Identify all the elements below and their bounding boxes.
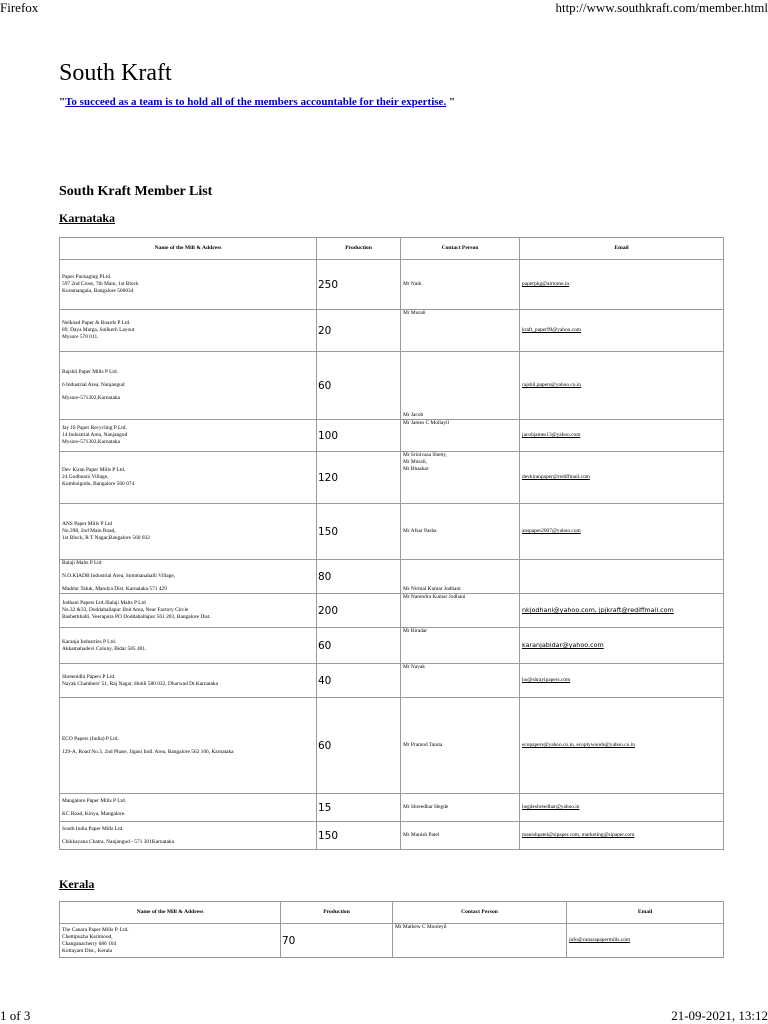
address-line: 6 Industrial Area, Nanjangud: [62, 382, 125, 388]
contact-line: Mr Mathew C Mooleyil: [395, 924, 447, 930]
member-email: [520, 664, 724, 698]
contact-line: Mr Afsar Pasha: [403, 528, 437, 534]
karnataka-member-table: [59, 237, 724, 850]
contact-line: Mr Pramod Tanita: [403, 742, 443, 748]
production-value: 60: [317, 698, 401, 794]
contact-person: [401, 628, 520, 664]
column-header-mill: Name of the Mill & Address: [60, 902, 281, 924]
contact-line: Mr James C Mollayil: [403, 420, 449, 426]
quote-open-mark: ": [59, 96, 66, 108]
mill-name-address: [60, 560, 317, 594]
contact-person: [401, 504, 520, 560]
column-header-contact: Contact Person: [393, 902, 567, 924]
address-line: 129-A, Road No.3, 2nd Phase, Jigani Indl. Area, Bangalore 562 106, Karnataka: [62, 748, 234, 755]
site-title: South Kraft: [59, 60, 172, 86]
contact-line: Mr Biradar: [403, 628, 428, 634]
column-header-mill: Name of the Mill & Address: [60, 238, 317, 260]
address-line: 14 Industrial Area, Nanjangud: [62, 432, 128, 438]
contact-line: Mr Srinivasa Shetty,: [403, 452, 448, 458]
contact-line: Mr Murali,: [403, 459, 427, 465]
region-heading-kerala: Kerala: [59, 877, 95, 891]
column-header-production: Production: [281, 902, 393, 924]
email-link[interactable]: ho@shrayipapers.com: [522, 677, 571, 683]
email-link[interactable]: ecopapers@yahoo.co.in, ecoplywoods@yahoo.co.in: [522, 742, 635, 748]
address-line: Mysore-571302,Karnataka: [62, 395, 120, 401]
production-value: 150: [317, 822, 401, 850]
address-line: Mysore-571302,Karnataka: [62, 439, 120, 445]
contact-line: Mr Murali: [403, 310, 426, 316]
mill-name-address: [60, 260, 317, 310]
contact-person: [401, 594, 520, 628]
mill-name-address: [60, 664, 317, 698]
address-line: Karanja Industries P Ltd.: [62, 638, 116, 645]
contact-person: [401, 560, 520, 594]
contact-line: Mr Manish Patel: [403, 832, 440, 838]
address-line: ECO Papers (India) P Ltd.: [62, 735, 119, 742]
mill-name-address: [60, 628, 317, 664]
column-header-email: Email: [567, 902, 724, 924]
address-line: No.32 &33, Doddaballapur IInd Area, Near Factory Circle: [62, 607, 189, 613]
browser-app-name: Firefox: [0, 0, 39, 15]
contact-person: [401, 452, 520, 504]
address-line: South India Paper Mills Ltd.: [62, 825, 124, 832]
member-row: [60, 822, 724, 850]
contact-person: [401, 794, 520, 822]
contact-line: Mr Nirmal Kumar Jodhani: [403, 586, 461, 592]
contact-line: Mr Shreedhar Hegde: [403, 804, 449, 810]
production-value: 200: [317, 594, 401, 628]
member-email: [520, 352, 724, 420]
address-line: Mangalore Paper Mills P Ltd.: [62, 797, 127, 804]
mill-name-address: [60, 310, 317, 352]
member-row: [60, 628, 724, 664]
address-line: Balaji Malts P Ltd: [62, 560, 102, 566]
address-line: Shreenidhi Papers P Ltd.: [62, 673, 116, 680]
address-line: Chikkayana Chatra, Nanjangud - 571 301Karnataka: [62, 838, 174, 845]
contact-line: Mr Bhaskar: [403, 466, 429, 472]
email-link[interactable]: nkjodhani@yahoo.com, jpjkraft@rediffmail.com: [522, 606, 674, 614]
mill-name-address: [60, 352, 317, 420]
address-line: 89, Daya Marga, Sulikerh Layout: [62, 327, 135, 333]
production-value: 120: [317, 452, 401, 504]
email-link[interactable]: manishpatel@sipaper.com, marketing@sipaper.com: [522, 832, 635, 838]
address-line: Koramangala, Bangalore 560034: [62, 288, 134, 294]
production-value: 250: [317, 260, 401, 310]
mill-name-address: [60, 594, 317, 628]
production-value: 70: [281, 924, 393, 958]
production-value: 80: [317, 560, 401, 594]
member-row: [60, 664, 724, 698]
contact-person: [401, 822, 520, 850]
member-email: [520, 260, 724, 310]
member-row: [60, 560, 724, 594]
email-link[interactable]: hegdeshreedhar@yahoo.in: [522, 804, 580, 810]
address-line: Rajshil Paper Mills P Ltd.: [62, 369, 118, 375]
kerala-member-table: [59, 901, 724, 958]
member-email: [520, 452, 724, 504]
mill-name-address: [60, 420, 317, 452]
contact-person: [393, 924, 567, 958]
address-line: Kumbolgodu, Bangalore 560 074: [62, 481, 135, 487]
address-line: Jay JS Paper Recycling P Ltd.: [62, 425, 127, 431]
member-row: [60, 260, 724, 310]
address-line: 1st Block, R T Nagar,Bangalore 560 032: [62, 535, 150, 541]
production-value: 60: [317, 628, 401, 664]
column-header-email: Email: [520, 238, 724, 260]
email-link[interactable]: anspaper2007@yahoo.com: [522, 528, 581, 534]
address-line: 24 Godhnaro Village,: [62, 474, 109, 480]
member-email: [520, 794, 724, 822]
member-email: [520, 560, 724, 594]
email-link[interactable]: devkiranpaper@rediffmail.com: [522, 474, 590, 480]
contact-person: [401, 310, 520, 352]
member-email: [520, 504, 724, 560]
member-email: [520, 628, 724, 664]
contact-person: [401, 664, 520, 698]
production-value: 60: [317, 352, 401, 420]
email-link[interactable]: jacobjames13@yahoo.com: [522, 432, 581, 438]
member-row: [60, 698, 724, 794]
contact-line: Mr Naik: [403, 281, 422, 287]
mill-name-address: [60, 698, 317, 794]
address-line: Maddur Taluk, Mandya Dist. Karnataka 571 429: [62, 586, 167, 592]
region-heading-karnataka: Karnataka: [59, 211, 116, 225]
member-list-title: South Kraft Member List: [59, 184, 213, 199]
address-line: Nelkoad Paper & Boards P Ltd.: [62, 320, 131, 326]
production-value: 150: [317, 504, 401, 560]
production-value: 100: [317, 420, 401, 452]
mill-name-address: [60, 822, 317, 850]
address-line: Nayak Chambers' 51, Raj Nagar, Hubli 580 032, Dharwad Dt.Karnataka: [62, 680, 218, 687]
contact-line: Mr Narendra Kumar Jodhani: [403, 594, 466, 600]
address-line: N.O.KIADB Industrial Area, Sommanahalli Village,: [62, 573, 176, 579]
address-line: Paper Packaging PLtd.: [62, 274, 112, 280]
mill-name-address: [60, 452, 317, 504]
mill-name-address: [60, 924, 281, 958]
contact-person: [401, 698, 520, 794]
member-row: [60, 352, 724, 420]
page-url: http://www.southkraft.com/member.html: [555, 0, 768, 15]
member-email: [520, 698, 724, 794]
member-row: [60, 594, 724, 628]
contact-person: [401, 260, 520, 310]
member-row: [60, 310, 724, 352]
quote-close-mark: ": [446, 96, 456, 108]
contact-line: Mr Jacob: [403, 412, 424, 418]
address-line: Changanacherry 686 104: [62, 940, 117, 947]
member-email: [520, 420, 724, 452]
member-row: [60, 452, 724, 504]
contact-line: Mr Nayak: [403, 664, 426, 670]
email-link[interactable]: rajshil.papers@yahoo.co.in: [522, 382, 582, 388]
production-value: 40: [317, 664, 401, 698]
member-row: [60, 794, 724, 822]
address-line: ANS Paper Mills P Ltd: [62, 521, 113, 527]
contact-person: [401, 352, 520, 420]
contact-person: [401, 420, 520, 452]
member-email: [520, 310, 724, 352]
member-email: [520, 822, 724, 850]
email-link[interactable]: karanjabidar@yahoo.com: [522, 641, 604, 649]
member-email: [567, 924, 724, 958]
member-row: [60, 420, 724, 452]
address-line: Kottayam Dist., Kerala: [62, 947, 112, 954]
address-line: Mysore 570 011.: [62, 334, 99, 340]
address-line: No.398, 2nd Main Road,: [62, 528, 116, 534]
address-line: Dev Kiran Paper Mills P Ltd.: [62, 467, 126, 473]
email-link[interactable]: info@canarapapermills.com: [569, 937, 631, 943]
production-value: 15: [317, 794, 401, 822]
tagline: [59, 96, 455, 108]
tagline-link[interactable]: To succeed as a team is to hold all of the members accountable for their expertise.: [65, 96, 447, 108]
column-header-contact: Contact Person: [401, 238, 520, 260]
email-link[interactable]: kraft_paper99@yahoo.com: [522, 327, 581, 333]
address-line: The Canara Paper Mills P. Ltd.: [62, 926, 129, 933]
email-link[interactable]: paperpkg@airtome.in: [522, 281, 570, 287]
column-header-production: Production: [317, 238, 401, 260]
mill-name-address: [60, 794, 317, 822]
member-row: [60, 504, 724, 560]
address-line: Jodhani Papers Ltd./Balaji Malts P Ltd: [62, 600, 146, 606]
member-email: [520, 594, 724, 628]
production-value: 20: [317, 310, 401, 352]
member-row: [60, 924, 724, 958]
address-line: 597 2nd Cross, 7th Main, 1st Block: [62, 281, 139, 287]
address-line: Bashettihalli, Veerapura PO Doddaballapur 561 203, Bangalore Dist.: [62, 614, 211, 620]
address-line: Chettipuzha Karimood,: [62, 933, 113, 940]
mill-name-address: [60, 504, 317, 560]
print-datetime: 21-09-2021, 13:12: [671, 1008, 768, 1023]
address-line: KC Road, Kinya, Mangalore.: [62, 810, 126, 817]
page-counter: 1 of 3: [0, 1008, 31, 1023]
address-line: Akkamahadevi Colony, Bidar 585 401.: [62, 645, 147, 652]
